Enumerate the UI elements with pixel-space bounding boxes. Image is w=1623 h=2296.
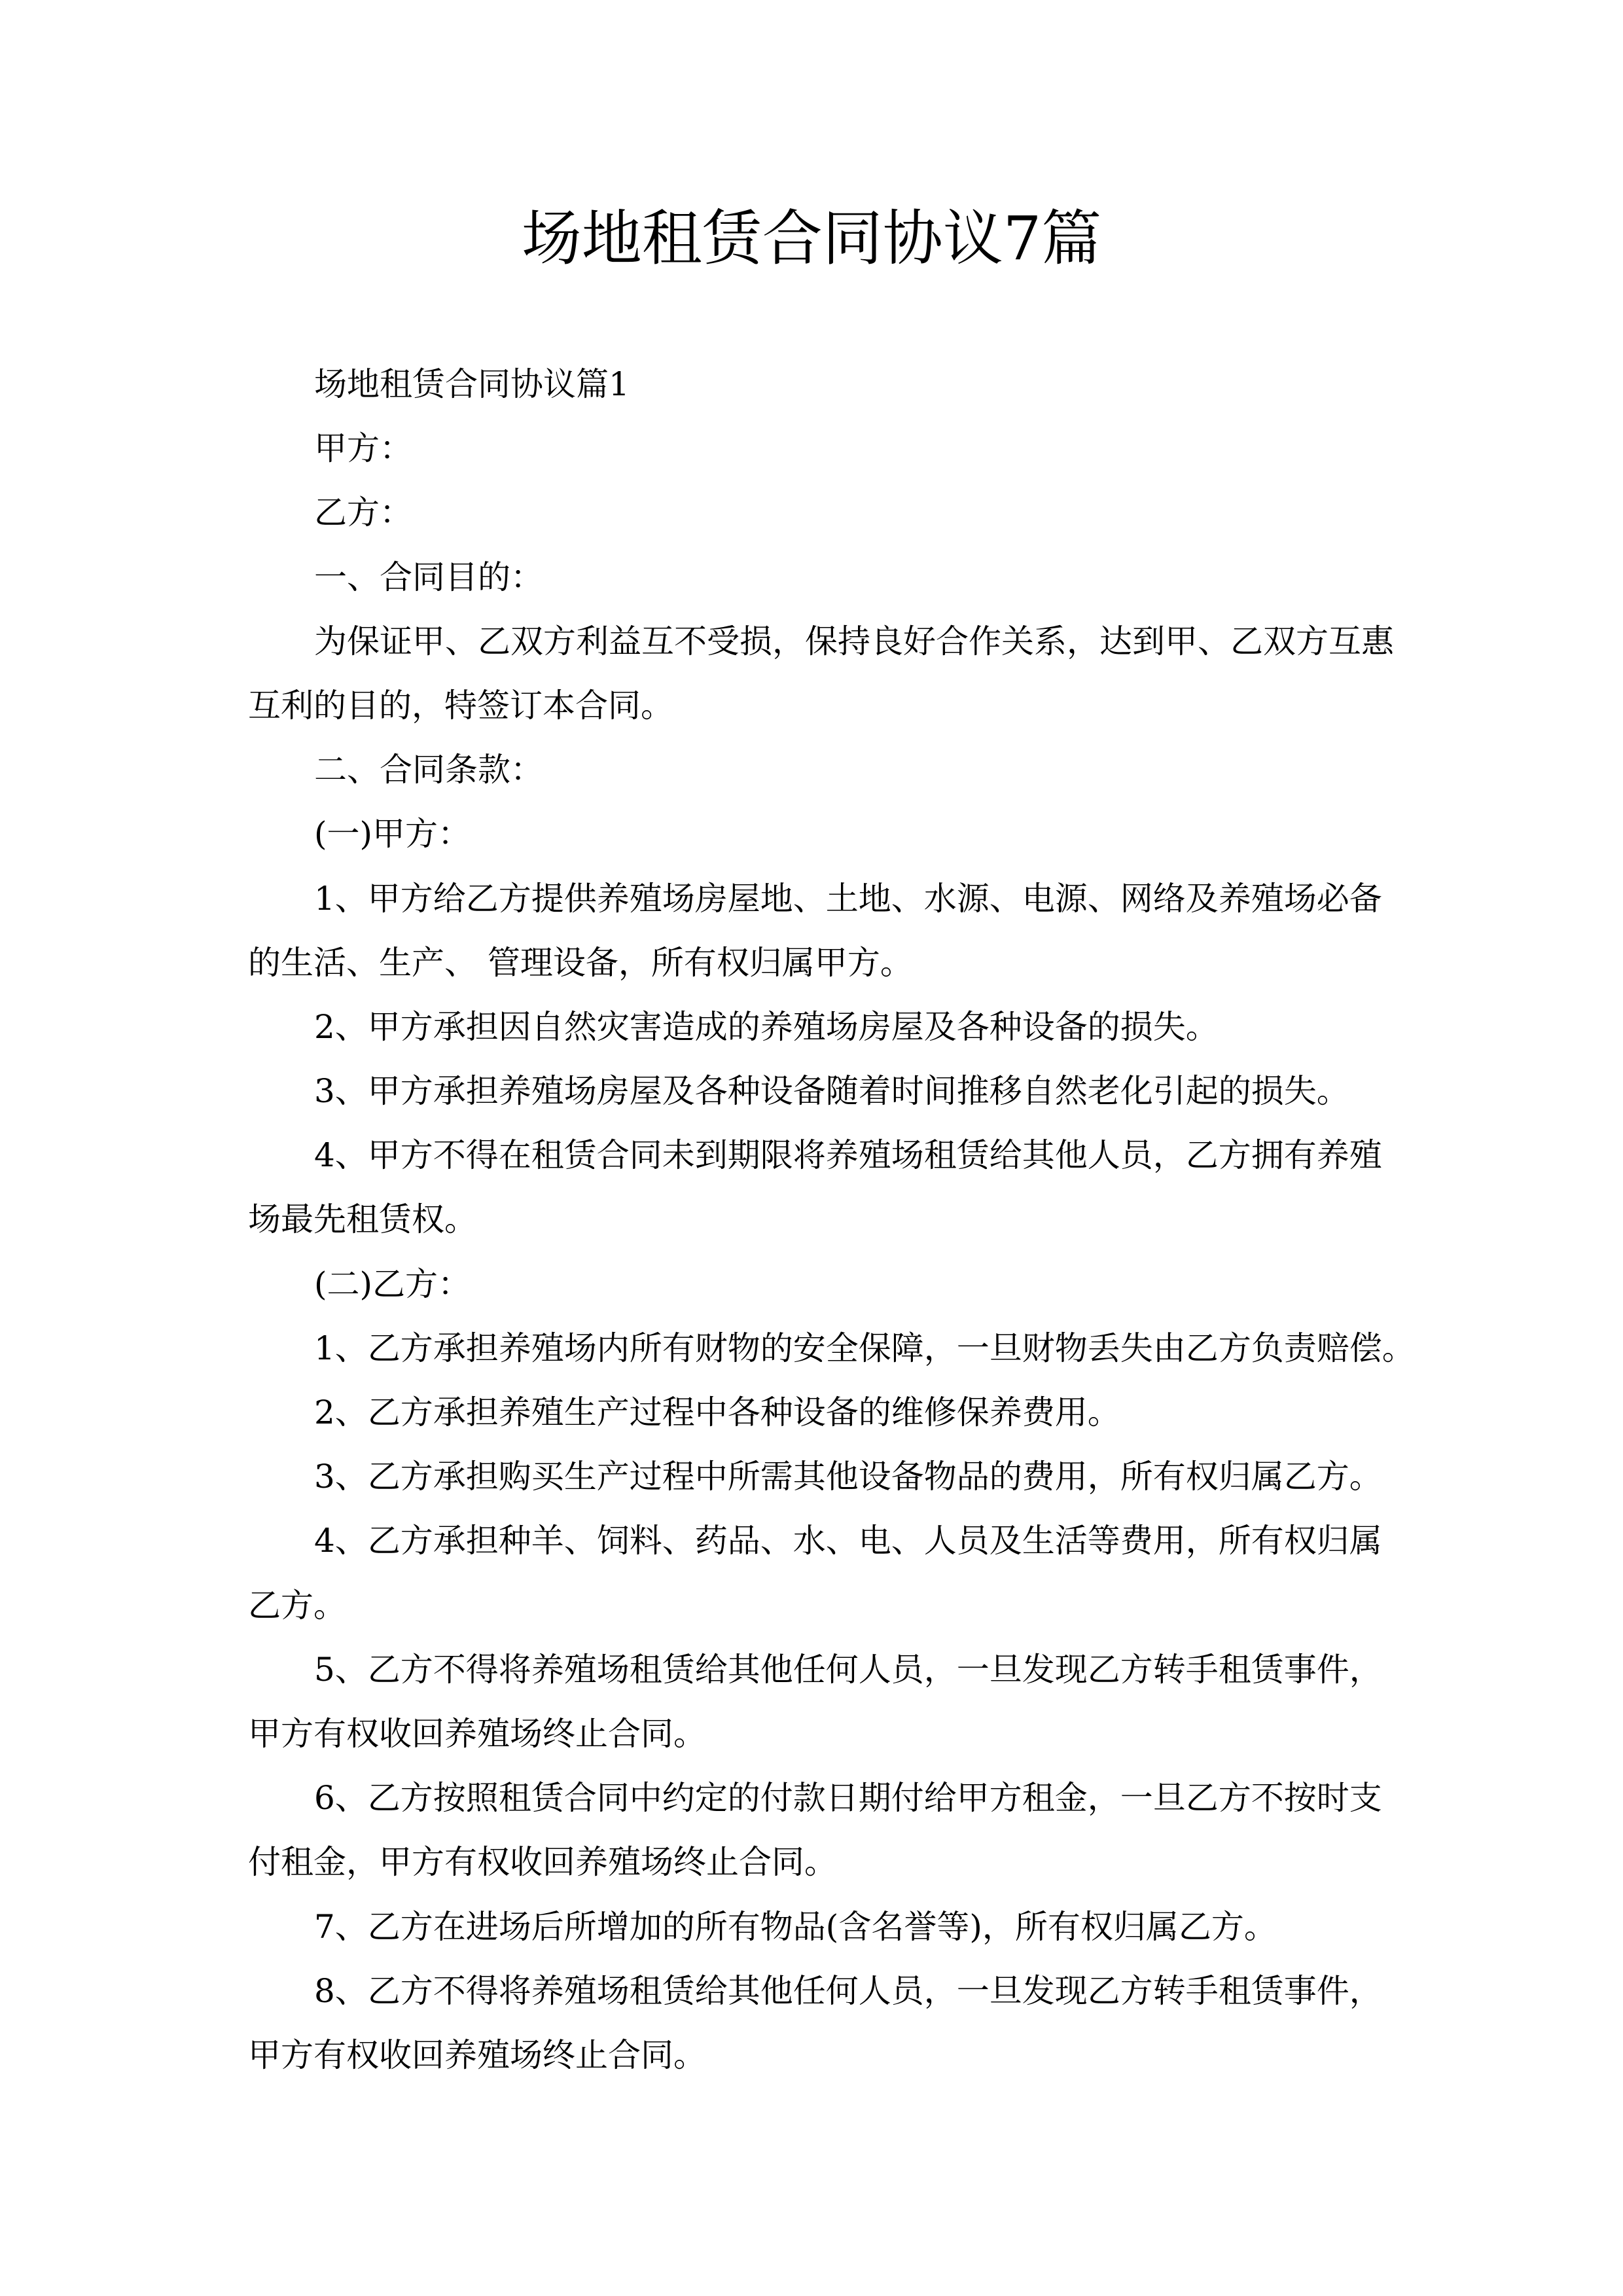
paragraph-line: 二、合同条款：	[314, 751, 543, 789]
paragraph-line: 乙方。	[248, 1586, 346, 1624]
paragraph	[248, 1638, 1400, 1766]
paragraph	[248, 416, 1400, 480]
paragraph-line: 2、乙方承担养殖生产过程中各种设备的维修保养费用。	[314, 1393, 1120, 1431]
paragraph-line: 1、甲方给乙方提供养殖场房屋地、土地、水源、电源、网络及养殖场必备	[314, 879, 1382, 918]
document-title: 场地租赁合同协议7篇	[521, 204, 1102, 274]
paragraph	[248, 1123, 1400, 1251]
paragraph-line: 4、甲方不得在租赁合同未到期限将养殖场租赁给其他人员，乙方拥有养殖	[314, 1136, 1382, 1175]
paragraph	[248, 995, 1400, 1059]
paragraph	[248, 1895, 1400, 1959]
paragraph-line: 一、合同目的：	[314, 558, 543, 596]
paragraph-line: 为保证甲、乙双方利益互不受损，保持良好合作关系，达到甲、乙双方互惠	[314, 622, 1394, 660]
paragraph-line: 的生活、生产、 管理设备，所有权归属甲方。	[248, 943, 913, 982]
paragraph	[248, 1252, 1400, 1316]
paragraph	[248, 1444, 1400, 1509]
paragraph-line: 场最先租赁权。	[248, 1200, 477, 1239]
paragraph-line: 3、乙方承担购买生产过程中所需其他设备物品的费用，所有权归属乙方。	[314, 1458, 1382, 1496]
paragraph-line: 6、乙方按照租赁合同中约定的付款日期付给甲方租金，一旦乙方不按时支	[314, 1779, 1382, 1818]
paragraph	[248, 1316, 1415, 1380]
paragraph	[248, 352, 1400, 416]
paragraph-line: (一)甲方：	[314, 815, 471, 853]
paragraph	[248, 480, 1400, 545]
paragraph	[248, 802, 1400, 866]
paragraph-line: 场地租赁合同协议篇1	[314, 365, 630, 403]
paragraph-line: 甲方有权收回养殖场终止合同。	[248, 2036, 706, 2074]
paragraph	[248, 545, 1400, 609]
paragraph-line: 乙方：	[314, 493, 412, 532]
paragraph-line: 2、甲方承担因自然灾害造成的养殖场房屋及各种设备的损失。	[314, 1007, 1219, 1046]
paragraph-line: 3、甲方承担养殖场房屋及各种设备随着时间推移自然老化引起的损失。	[314, 1072, 1349, 1111]
paragraph	[248, 738, 1400, 802]
paragraph-line: 7、乙方在进场后所增加的所有物品(含名誉等)，所有权归属乙方。	[314, 1907, 1277, 1946]
paragraph	[248, 609, 1400, 738]
paragraph-line: 8、乙方不得将养殖场租赁给其他任何人员，一旦发现乙方转手租赁事件，	[314, 1971, 1382, 2010]
paragraph	[248, 1766, 1400, 1894]
document-body	[248, 352, 1415, 2087]
paragraph	[248, 1059, 1400, 1123]
paragraph	[248, 1380, 1400, 1444]
paragraph-line: 5、乙方不得将养殖场租赁给其他任何人员，一旦发现乙方转手租赁事件，	[314, 1650, 1382, 1689]
paragraph-line: 互利的目的，特签订本合同。	[248, 686, 673, 725]
paragraph-line: 1、乙方承担养殖场内所有财物的安全保障，一旦财物丢失由乙方负责赔偿。	[314, 1329, 1415, 1367]
paragraph	[248, 1509, 1400, 1637]
paragraph	[248, 867, 1400, 995]
paragraph-line: 4、乙方承担种羊、饲料、药品、水、电、人员及生活等费用，所有权归属	[314, 1522, 1382, 1560]
paragraph-line: (二)乙方：	[314, 1265, 471, 1303]
paragraph-line: 甲方有权收回养殖场终止合同。	[248, 1714, 706, 1753]
paragraph-line: 付租金，甲方有权收回养殖场终止合同。	[248, 1843, 837, 1882]
paragraph-line: 甲方：	[314, 429, 412, 468]
paragraph	[248, 1959, 1400, 2087]
